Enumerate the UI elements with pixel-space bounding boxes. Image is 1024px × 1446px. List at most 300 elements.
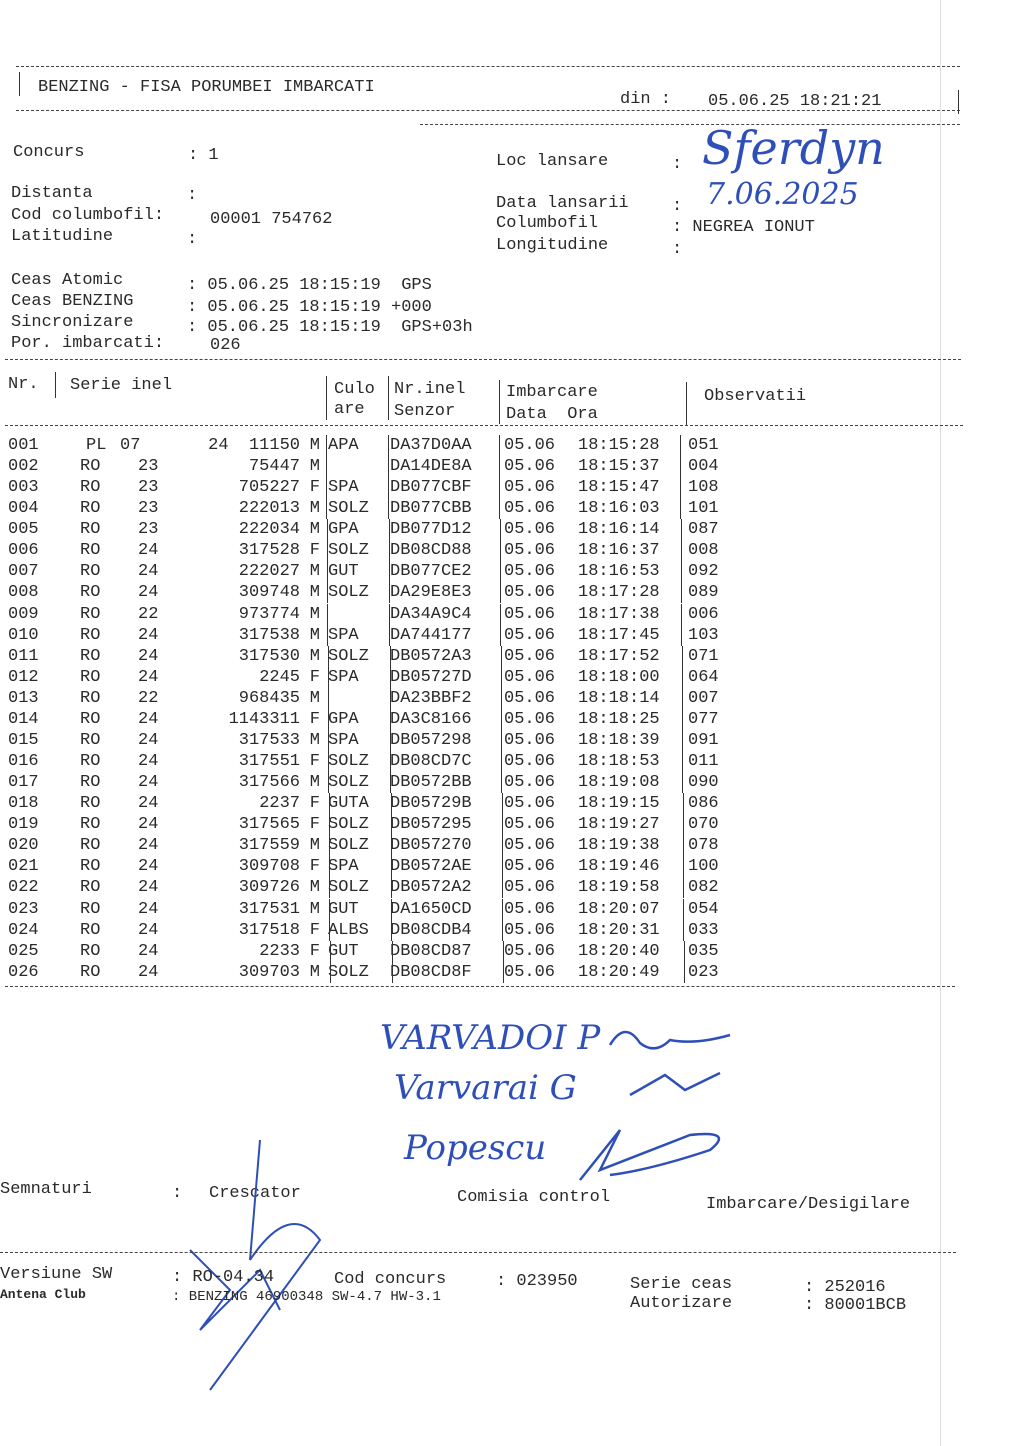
- row-divider: [683, 856, 684, 877]
- cell-nr: 001: [8, 436, 39, 455]
- row-divider: [499, 456, 500, 477]
- cell-obs: 082: [688, 878, 719, 898]
- cell-sex: M: [309, 878, 320, 898]
- row-divider: [326, 435, 327, 456]
- cell-num: 2233: [259, 941, 300, 961]
- row-divider: [391, 814, 392, 835]
- cell-senzor: DB0572A3: [390, 646, 472, 666]
- cell-num: 973774: [238, 604, 300, 624]
- cell-obs: 092: [688, 562, 719, 582]
- cell-sex: M: [309, 499, 320, 519]
- versiune-sw-label: Versiune SW: [0, 1265, 113, 1284]
- cell-num: 222013: [238, 499, 300, 519]
- cell-senzor: DB057270: [390, 836, 472, 856]
- cell-an: 23: [138, 499, 159, 519]
- row-divider: [684, 941, 685, 962]
- cell-senzor: DA3C8166: [390, 709, 472, 729]
- row-divider: [391, 920, 392, 941]
- row-divider: [329, 877, 330, 898]
- row-divider: [502, 899, 503, 920]
- row-divider: [329, 856, 330, 877]
- cell-tara: RO: [80, 878, 101, 898]
- cell-sex: M: [309, 773, 320, 793]
- row-divider: [680, 435, 681, 456]
- data-lansarii-sep: :: [672, 197, 683, 216]
- row-divider: [499, 477, 500, 498]
- cell-tara: RO: [80, 583, 101, 603]
- cell-ora: 18:19:46: [578, 857, 660, 877]
- handwritten-name-3: Popescu: [404, 1128, 547, 1168]
- row-divider: [328, 730, 329, 751]
- cell-senzor: DB08CD8F: [390, 962, 472, 982]
- cell-ora: 18:18:00: [578, 667, 660, 687]
- cell-culoare: SOLZ: [328, 836, 369, 856]
- cell-nr: 002: [8, 457, 39, 477]
- row-divider: [328, 751, 329, 772]
- cell-num: 317528: [238, 541, 300, 561]
- row-divider: [501, 688, 502, 709]
- cell-senzor: DA744177: [390, 625, 472, 645]
- cell-ora: 18:15:37: [578, 457, 660, 477]
- cell-senzor: DB077CE2: [390, 562, 472, 582]
- cell-obs: 064: [688, 667, 719, 687]
- col-header-culoare-2: are: [334, 400, 365, 419]
- cell-senzor: DA1650CD: [390, 899, 472, 919]
- versiune-sw-value: : RO-04.34: [172, 1268, 275, 1287]
- cell-num: 317533: [238, 730, 300, 750]
- row-divider: [391, 793, 392, 814]
- cell-nr: 014: [8, 709, 39, 729]
- cell-tara: RO: [80, 709, 101, 729]
- cell-an: 24: [138, 541, 159, 561]
- cell-culoare: SOLZ: [328, 962, 369, 982]
- row-divider: [388, 435, 389, 456]
- cell-senzor: DB057295: [390, 815, 472, 835]
- row-divider: [391, 899, 392, 920]
- cell-nr: 009: [8, 604, 39, 624]
- cell-sex: F: [309, 815, 320, 835]
- cell-tara: RO: [80, 499, 101, 519]
- row-divider: [392, 941, 393, 962]
- row-divider: [329, 814, 330, 835]
- ceas-benzing-label: Ceas BENZING: [11, 292, 134, 311]
- cell-ora: 18:15:28: [578, 436, 660, 455]
- cell-ora: 18:17:28: [578, 583, 660, 603]
- row-divider: [329, 793, 330, 814]
- row-divider: [390, 730, 391, 751]
- cell-an: 24: [138, 899, 159, 919]
- handwritten-name-2: Varvarai G: [394, 1068, 577, 1108]
- table-top-rule: [5, 359, 961, 360]
- semnaturi-label: Semnaturi: [0, 1180, 92, 1199]
- row-divider: [390, 688, 391, 709]
- cell-data: 05.06: [504, 604, 556, 624]
- cell-senzor: DB077D12: [390, 520, 472, 540]
- row-divider: [500, 625, 501, 646]
- cell-tara: PL: [86, 436, 107, 455]
- row-divider: [499, 435, 500, 456]
- cell-nr: 008: [8, 583, 39, 603]
- row-divider: [684, 962, 685, 983]
- cell-data: 05.06: [504, 667, 556, 687]
- cell-nr: 013: [8, 688, 39, 708]
- row-divider: [683, 814, 684, 835]
- cell-senzor: DB077CBB: [390, 499, 472, 519]
- autorizare-value: : 80001BCB: [804, 1296, 907, 1315]
- cell-senzor: DB0572BB: [390, 773, 472, 793]
- cod-columbofil-value: 00001 754762: [210, 210, 333, 229]
- cell-sex: M: [309, 520, 320, 540]
- row-divider: [392, 962, 393, 983]
- row-divider: [501, 772, 502, 793]
- columbofil-label: Columbofil: [496, 214, 599, 233]
- cell-data: 05.06: [504, 920, 556, 940]
- row-divider: [681, 625, 682, 646]
- cell-ora: 18:18:14: [578, 688, 660, 708]
- row-divider: [682, 709, 683, 730]
- cell-sex: M: [309, 457, 320, 477]
- row-divider: [680, 456, 681, 477]
- cell-an: 24: [138, 625, 159, 645]
- cell-sex: F: [309, 857, 320, 877]
- loc-lansare-handwritten: Sferdyn: [702, 121, 885, 175]
- row-divider: [682, 751, 683, 772]
- cell-obs: 101: [688, 499, 719, 519]
- cell-tara: RO: [80, 457, 101, 477]
- cell-obs: 090: [688, 773, 719, 793]
- cell-ora: 18:16:37: [578, 541, 660, 561]
- cell-sex: M: [309, 583, 320, 603]
- row-divider: [388, 498, 389, 519]
- cell-sex: F: [309, 941, 320, 961]
- row-divider: [326, 456, 327, 477]
- cell-data: 05.06: [504, 857, 556, 877]
- cell-senzor: DB077CBF: [390, 478, 472, 498]
- cell-culoare: SPA: [328, 667, 359, 687]
- cell-obs: 103: [688, 625, 719, 645]
- cell-data: 05.06: [504, 752, 556, 772]
- row-divider: [500, 582, 501, 603]
- cell-culoare: ALBS: [328, 920, 369, 940]
- cell-senzor: DB08CD87: [390, 941, 472, 961]
- row-divider: [390, 751, 391, 772]
- row-divider: [389, 582, 390, 603]
- cell-nr: 012: [8, 667, 39, 687]
- ceas-benzing-value: : 05.06.25 18:15:19 +000: [187, 298, 432, 317]
- cell-obs: 070: [688, 815, 719, 835]
- semnaturi-sep: :: [172, 1184, 183, 1203]
- cell-sex: M: [309, 730, 320, 750]
- distanta-sep: :: [187, 186, 198, 205]
- col-header-culoare-1: Culo: [334, 380, 375, 399]
- cell-sex: M: [309, 688, 320, 708]
- col-header-imbarcare-1: Imbarcare: [506, 383, 598, 402]
- cell-nr: 020: [8, 836, 39, 856]
- cell-nr: 007: [8, 562, 39, 582]
- cell-ora: 18:20:07: [578, 899, 660, 919]
- sincronizare-label: Sincronizare: [11, 313, 134, 332]
- cell-tara: RO: [80, 857, 101, 877]
- serie-ceas-value: : 252016: [804, 1278, 886, 1297]
- cell-nr: 019: [8, 815, 39, 835]
- cell-num: 317518: [238, 920, 300, 940]
- cell-an: 24: [138, 646, 159, 666]
- document-title: BENZING - FISA PORUMBEI IMBARCATI: [38, 78, 375, 97]
- cell-nr: 016: [8, 752, 39, 772]
- row-divider: [501, 751, 502, 772]
- cell-data: 05.06: [504, 478, 556, 498]
- row-divider: [501, 646, 502, 667]
- row-divider: [389, 604, 390, 625]
- row-divider: [501, 730, 502, 751]
- cell-tara: RO: [80, 962, 101, 982]
- row-divider: [502, 793, 503, 814]
- comisia-control-label: Comisia control: [457, 1188, 611, 1207]
- row-divider: [329, 920, 330, 941]
- row-divider: [502, 856, 503, 877]
- header-left-bar: [19, 72, 20, 96]
- cell-nr: 024: [8, 920, 39, 940]
- cell-senzor: DA14DE8A: [390, 457, 472, 477]
- cell-nr: 015: [8, 730, 39, 750]
- cell-obs: 033: [688, 920, 719, 940]
- row-divider: [389, 519, 390, 540]
- cell-obs: 023: [688, 962, 719, 982]
- longitudine-sep: :: [672, 240, 683, 259]
- cell-data: 05.06: [504, 520, 556, 540]
- cell-tara: RO: [80, 752, 101, 772]
- cell-ora: 18:20:40: [578, 941, 660, 961]
- cell-senzor: DA34A9C4: [390, 604, 472, 624]
- concurs-label: Concurs: [13, 143, 85, 162]
- cell-tara: RO: [80, 667, 101, 687]
- cell-ora: 18:16:03: [578, 499, 660, 519]
- cell-an: 24: [138, 794, 159, 814]
- cell-tara: RO: [80, 794, 101, 814]
- cell-obs: 077: [688, 709, 719, 729]
- row-divider: [390, 646, 391, 667]
- col-divider-senzor: [388, 376, 389, 420]
- cell-obs: 078: [688, 836, 719, 856]
- cell-num: 2237: [259, 794, 300, 814]
- cell-obs: 006: [688, 604, 719, 624]
- cell-culoare: SPA: [328, 730, 359, 750]
- distanta-label: Distanta: [11, 184, 93, 203]
- row-divider: [681, 604, 682, 625]
- cell-nr: 023: [8, 899, 39, 919]
- col-divider-nr: [55, 372, 56, 398]
- row-divider: [326, 477, 327, 498]
- cell-num: 2245: [259, 667, 300, 687]
- cell-an: 24: [138, 773, 159, 793]
- cell-ora: 18:18:53: [578, 752, 660, 772]
- row-divider: [390, 709, 391, 730]
- cell-culoare: GUT: [328, 941, 359, 961]
- cell-an: 23: [138, 478, 159, 498]
- cell-ora: 18:19:08: [578, 773, 660, 793]
- row-divider: [680, 498, 681, 519]
- cell-tara: RO: [80, 625, 101, 645]
- din-label: din :: [620, 90, 672, 109]
- cell-culoare: GUTA: [328, 794, 369, 814]
- por-imbarcati-label: Por. imbarcati:: [11, 334, 165, 353]
- col-divider-imbarcare: [499, 380, 500, 424]
- row-divider: [681, 540, 682, 561]
- footer-top-rule: [0, 1252, 956, 1253]
- cell-obs: 051: [688, 436, 719, 455]
- cell-ora: 18:17:52: [578, 646, 660, 666]
- row-divider: [502, 877, 503, 898]
- row-divider: [328, 667, 329, 688]
- cell-culoare: SOLZ: [328, 499, 369, 519]
- cell-data: 05.06: [504, 709, 556, 729]
- cell-an: 24: [138, 962, 159, 982]
- header-mid-rule: [16, 110, 960, 111]
- row-divider: [390, 667, 391, 688]
- cell-culoare: SOLZ: [328, 815, 369, 835]
- longitudine-label: Longitudine: [496, 236, 609, 255]
- cell-tara: RO: [80, 815, 101, 835]
- cell-data: 05.06: [504, 541, 556, 561]
- cell-nr: 005: [8, 520, 39, 540]
- cell-tara: RO: [80, 541, 101, 561]
- cell-senzor: DA23BBF2: [390, 688, 472, 708]
- table-header-bottom-rule: [5, 425, 963, 426]
- cell-data: 05.06: [504, 583, 556, 603]
- cell-culoare: SPA: [328, 625, 359, 645]
- row-divider: [682, 646, 683, 667]
- cell-ora: 18:18:25: [578, 709, 660, 729]
- cell-culoare: GUT: [328, 562, 359, 582]
- cell-an: 24: [138, 730, 159, 750]
- antena-club-value: : BENZING 46900348 SW-4.7 HW-3.1: [172, 1289, 441, 1305]
- row-divider: [329, 835, 330, 856]
- cell-num: 24 11150: [208, 436, 300, 455]
- col-header-nr: Nr.: [8, 375, 39, 394]
- col-header-senzor-2: Senzor: [394, 402, 456, 421]
- cell-data: 05.06: [504, 878, 556, 898]
- cell-an: 24: [138, 857, 159, 877]
- row-divider: [683, 835, 684, 856]
- row-divider: [330, 962, 331, 983]
- cell-senzor: DB08CD88: [390, 541, 472, 561]
- cell-an: 24: [138, 815, 159, 835]
- cell-num: 317551: [238, 752, 300, 772]
- cell-data: 05.06: [504, 457, 556, 477]
- cell-sex: M: [309, 604, 320, 624]
- cell-sex: M: [309, 625, 320, 645]
- cell-ora: 18:19:15: [578, 794, 660, 814]
- cell-an: 24: [138, 941, 159, 961]
- row-divider: [681, 582, 682, 603]
- cell-sex: M: [309, 562, 320, 582]
- cell-data: 05.06: [504, 962, 556, 982]
- cell-ora: 18:19:58: [578, 878, 660, 898]
- row-divider: [389, 561, 390, 582]
- cell-data: 05.06: [504, 730, 556, 750]
- cell-nr: 022: [8, 878, 39, 898]
- row-divider: [682, 772, 683, 793]
- row-divider: [328, 709, 329, 730]
- row-divider: [390, 772, 391, 793]
- cell-obs: 087: [688, 520, 719, 540]
- latitudine-label: Latitudine: [11, 227, 114, 246]
- cell-obs: 035: [688, 941, 719, 961]
- cell-num: 705227: [238, 478, 300, 498]
- cell-obs: 007: [688, 688, 719, 708]
- row-divider: [391, 856, 392, 877]
- cod-concurs-label: Cod concurs: [334, 1270, 447, 1289]
- cell-sex: F: [309, 709, 320, 729]
- cell-culoare: SPA: [328, 478, 359, 498]
- cell-data: 05.06: [504, 436, 556, 455]
- columbofil-value: : NEGREA IONUT: [672, 218, 815, 237]
- cell-obs: 089: [688, 583, 719, 603]
- cell-culoare: SOLZ: [328, 773, 369, 793]
- row-divider: [500, 604, 501, 625]
- cell-an: 24: [138, 920, 159, 940]
- cell-culoare: GUT: [328, 899, 359, 919]
- row-divider: [502, 814, 503, 835]
- row-divider: [500, 540, 501, 561]
- concurs-value: : 1: [188, 146, 219, 165]
- cell-ora: 18:17:45: [578, 625, 660, 645]
- col-header-serie: Serie inel: [70, 376, 173, 395]
- cell-senzor: DB0572A2: [390, 878, 472, 898]
- cell-an: 23: [138, 520, 159, 540]
- row-divider: [682, 730, 683, 751]
- cell-ora: 18:20:31: [578, 920, 660, 940]
- row-divider: [500, 519, 501, 540]
- cell-an: 23: [138, 457, 159, 477]
- cell-tara: RO: [80, 941, 101, 961]
- cell-tara: RO: [80, 730, 101, 750]
- cell-tara: RO: [80, 773, 101, 793]
- cell-nr: 004: [8, 499, 39, 519]
- cell-nr: 006: [8, 541, 39, 561]
- cell-ora: 18:19:27: [578, 815, 660, 835]
- loc-lansare-label: Loc lansare: [496, 152, 609, 171]
- cell-culoare: SOLZ: [328, 878, 369, 898]
- cell-sex: F: [309, 541, 320, 561]
- cell-culoare: SOLZ: [328, 752, 369, 772]
- por-imbarcati-value: 026: [210, 336, 241, 355]
- row-divider: [391, 835, 392, 856]
- cell-num: 309726: [238, 878, 300, 898]
- cell-num: 309748: [238, 583, 300, 603]
- table-bottom-rule: [5, 986, 955, 987]
- cell-num: 317566: [238, 773, 300, 793]
- crescator-label: Crescator: [209, 1184, 301, 1203]
- row-divider: [327, 582, 328, 603]
- cell-an: 24: [138, 709, 159, 729]
- cell-obs: 086: [688, 794, 719, 814]
- cell-tara: RO: [80, 604, 101, 624]
- cell-culoare: SOLZ: [328, 646, 369, 666]
- cell-ora: 18:16:53: [578, 562, 660, 582]
- data-lansarii-label: Data lansarii: [496, 194, 629, 213]
- cell-nr: 021: [8, 857, 39, 877]
- cell-sex: F: [309, 752, 320, 772]
- cell-num: 309703: [238, 962, 300, 982]
- cell-num: 75447: [248, 457, 300, 477]
- row-divider: [683, 920, 684, 941]
- latitudine-sep: :: [187, 230, 198, 249]
- cell-nr: 026: [8, 962, 39, 982]
- handwritten-name-1: VARVADOI P: [380, 1018, 601, 1058]
- col-divider-observatii: [686, 382, 687, 426]
- cell-senzor: DA29E8E3: [390, 583, 472, 603]
